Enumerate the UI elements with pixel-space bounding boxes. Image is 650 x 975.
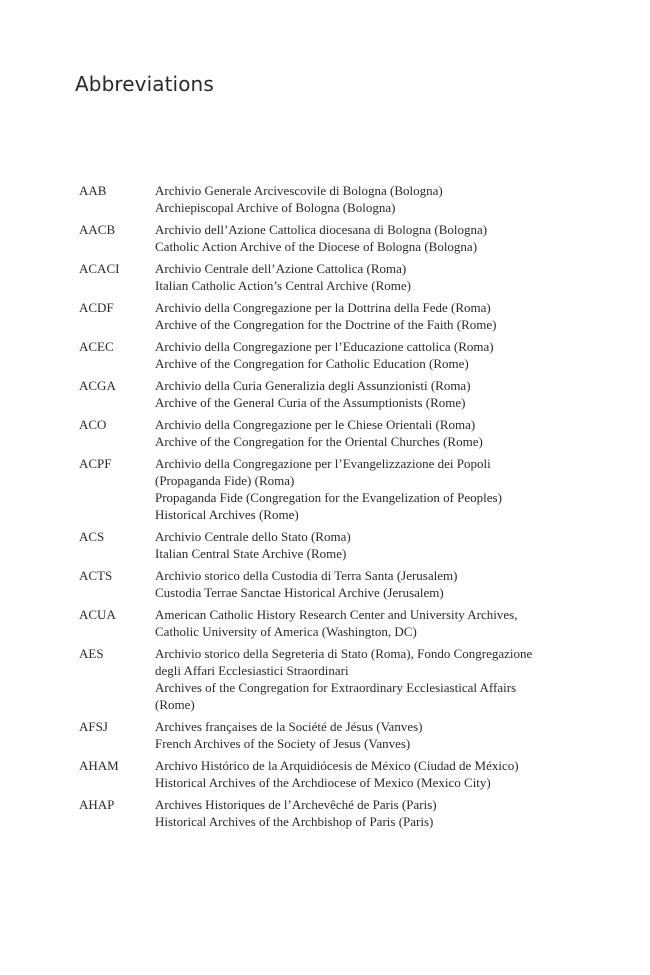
- description-line: Archivio dell’Azione Cattolica diocesana di Bologna (Bologna): [155, 222, 488, 237]
- abbreviation-entry: [79, 416, 579, 450]
- abbreviation-entry: [79, 338, 579, 372]
- description-line: Archives of the Congregation for Extraordinary Ecclesiastical Affairs: [155, 680, 517, 695]
- description-line: Archivio della Congregazione per l’Educazione cattolica (Roma): [155, 339, 494, 354]
- description-line: Archives Historiques de l’Archevêché de Paris (Paris): [155, 797, 437, 812]
- description-line: Historical Archives of the Archbishop of Paris (Paris): [155, 814, 434, 829]
- abbreviation-description: [155, 718, 579, 752]
- abbreviation-description: [155, 796, 579, 830]
- description-line: Propaganda Fide (Congregation for the Evangelization of Peoples): [155, 490, 502, 505]
- abbreviation-entry: [79, 757, 579, 791]
- description-line: Archiepiscopal Archive of Bologna (Bologna): [155, 200, 396, 215]
- abbreviation-entry: [79, 645, 579, 713]
- abbreviation-entry: [79, 718, 579, 752]
- abbreviation-entry: [79, 221, 579, 255]
- description-line: (Propaganda Fide) (Roma): [155, 473, 295, 488]
- description-line: Archivio della Congregazione per le Chiese Orientali (Roma): [155, 417, 476, 432]
- description-line: Archivio storico della Custodia di Terra Santa (Jerusalem): [155, 568, 458, 583]
- abbreviation-entry: [79, 567, 579, 601]
- abbreviation-description: [155, 606, 579, 640]
- description-line: Archivio Generale Arcivescovile di Bologna (Bologna): [155, 183, 443, 198]
- abbreviation-description: [155, 528, 579, 562]
- abbreviation-code: ACACI: [79, 261, 120, 276]
- abbreviation-description: [155, 567, 579, 601]
- abbreviation-entry: [79, 455, 579, 523]
- abbreviation-entry: [79, 377, 579, 411]
- description-line: Catholic University of America (Washington, DC): [155, 624, 417, 639]
- abbreviation-code: ACO: [79, 417, 107, 432]
- description-line: American Catholic History Research Center and University Archives,: [155, 607, 518, 622]
- page-title: Abbreviations: [75, 72, 214, 96]
- abbreviation-code: ACGA: [79, 378, 116, 393]
- abbreviation-entry: [79, 528, 579, 562]
- abbreviation-code: AFSJ: [79, 719, 108, 734]
- abbreviation-entry: [79, 796, 579, 830]
- abbreviation-code: ACTS: [79, 568, 113, 583]
- abbreviation-code: ACS: [79, 529, 105, 544]
- abbreviation-description: [155, 416, 579, 450]
- description-line: Catholic Action Archive of the Diocese of Bologna (Bologna): [155, 239, 478, 254]
- abbreviation-entry: [79, 260, 579, 294]
- abbreviation-description: [155, 221, 579, 255]
- abbreviation-description: [155, 757, 579, 791]
- description-line: Archivo Histórico de la Arquidiócesis de México (Ciudad de México): [155, 758, 519, 773]
- abbreviation-code: AHAM: [79, 758, 119, 773]
- description-line: Archivio Centrale dello Stato (Roma): [155, 529, 351, 544]
- abbreviation-description: [155, 182, 579, 216]
- abbreviation-description: [155, 377, 579, 411]
- abbreviation-description: [155, 260, 579, 294]
- description-line: Archives françaises de la Société de Jésus (Vanves): [155, 719, 423, 734]
- abbreviation-description: [155, 338, 579, 372]
- abbreviation-code: AACB: [79, 222, 116, 237]
- abbreviation-list: [79, 182, 579, 835]
- abbreviation-description: [155, 645, 579, 713]
- abbreviation-code: AES: [79, 646, 104, 661]
- description-line: Archive of the Congregation for the Oriental Churches (Rome): [155, 434, 483, 449]
- abbreviation-code: ACUA: [79, 607, 116, 622]
- description-line: Archivio storico della Segreteria di Stato (Roma), Fondo Congregazione: [155, 646, 533, 661]
- abbreviation-entry: [79, 182, 579, 216]
- abbreviation-description: [155, 299, 579, 333]
- abbreviation-description: [155, 455, 579, 523]
- description-line: Historical Archives (Rome): [155, 507, 299, 522]
- description-line: Archivio della Congregazione per l’Evangelizzazione dei Popoli: [155, 456, 491, 471]
- description-line: Archivio della Curia Generalizia degli Assunzionisti (Roma): [155, 378, 471, 393]
- description-line: French Archives of the Society of Jesus (Vanves): [155, 736, 411, 751]
- description-line: (Rome): [155, 697, 195, 712]
- description-line: Italian Catholic Action’s Central Archive (Rome): [155, 278, 411, 293]
- abbreviation-code: ACPF: [79, 456, 112, 471]
- description-line: Archivio della Congregazione per la Dottrina della Fede (Roma): [155, 300, 491, 315]
- abbreviation-code: ACEC: [79, 339, 114, 354]
- description-line: Archivio Centrale dell’Azione Cattolica (Roma): [155, 261, 407, 276]
- abbreviation-code: AHAP: [79, 797, 115, 812]
- abbreviation-code: ACDF: [79, 300, 114, 315]
- abbreviation-code: AAB: [79, 183, 107, 198]
- description-line: Archive of the Congregation for the Doctrine of the Faith (Rome): [155, 317, 497, 332]
- description-line: Italian Central State Archive (Rome): [155, 546, 347, 561]
- abbreviation-entry: [79, 606, 579, 640]
- description-line: Custodia Terrae Sanctae Historical Archive (Jerusalem): [155, 585, 444, 600]
- abbreviation-entry: [79, 299, 579, 333]
- description-line: Archive of the General Curia of the Assumptionists (Rome): [155, 395, 466, 410]
- description-line: Archive of the Congregation for Catholic Education (Rome): [155, 356, 469, 371]
- description-line: degli Affari Ecclesiastici Straordinari: [155, 663, 349, 678]
- description-line: Historical Archives of the Archdiocese of Mexico (Mexico City): [155, 775, 491, 790]
